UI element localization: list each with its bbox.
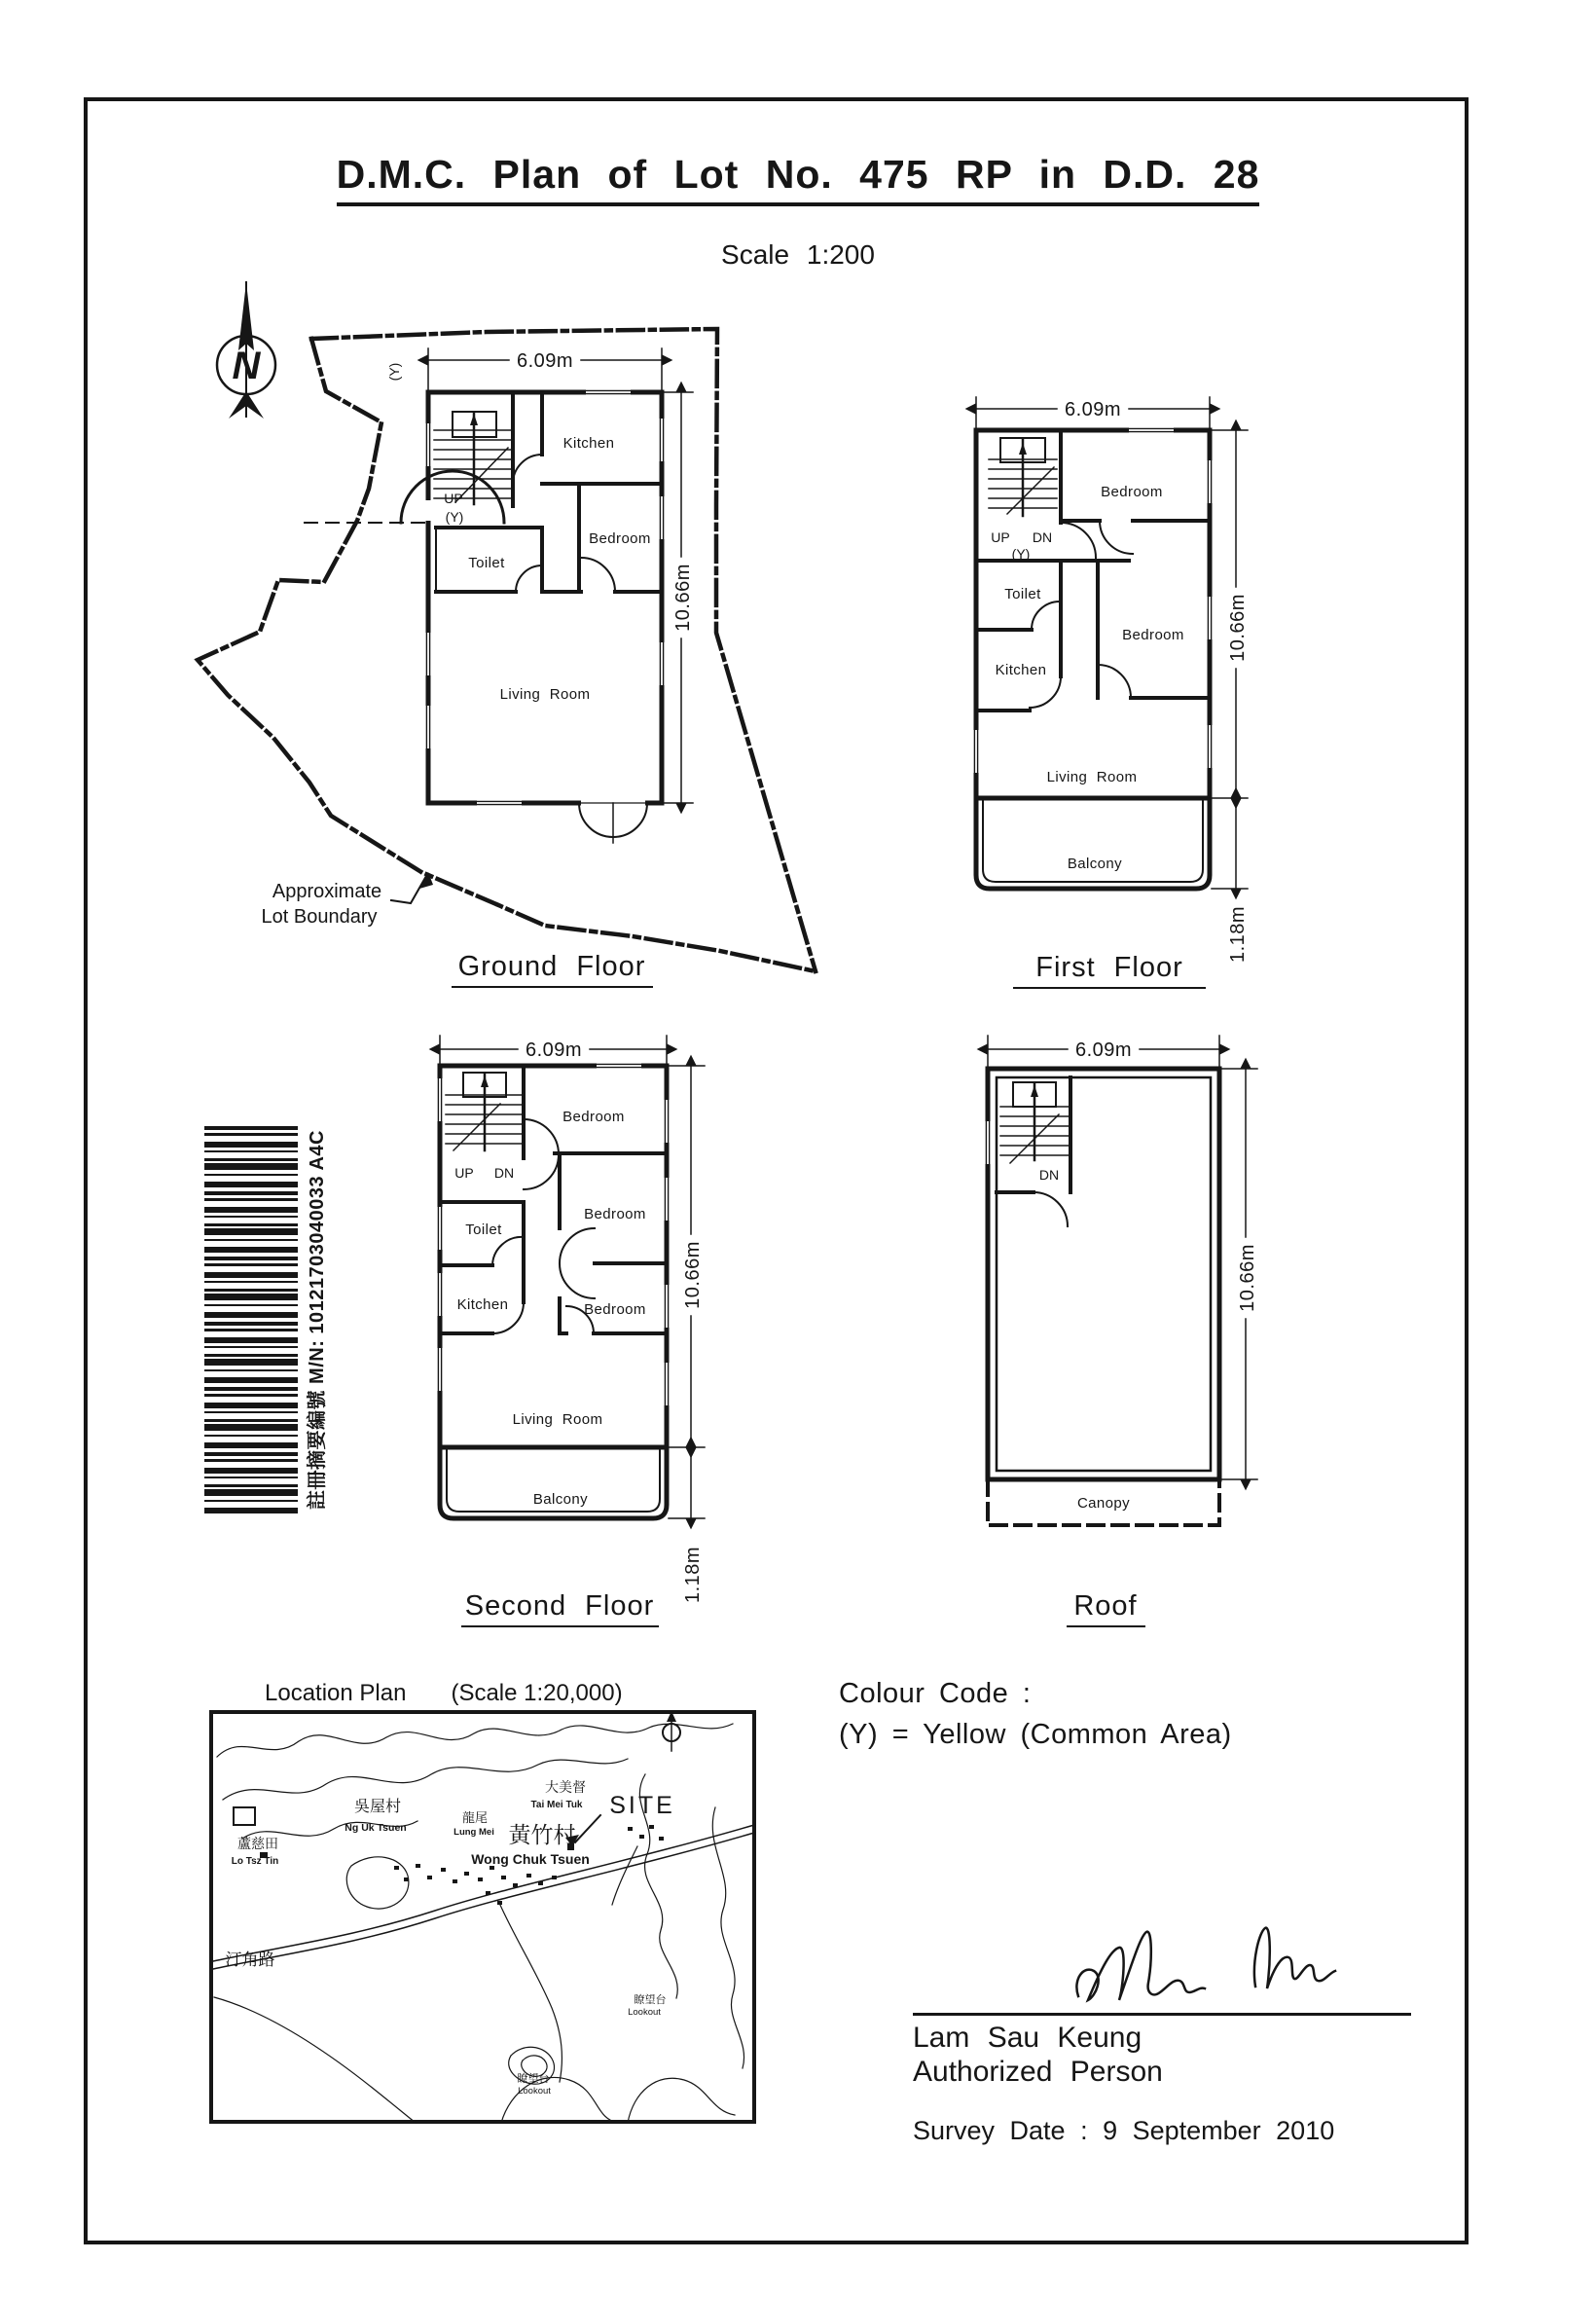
sf-dn-label: DN — [493, 1165, 515, 1181]
gf-dim-width: 6.09m — [516, 350, 574, 372]
sf-room-kitchen: Kitchen — [456, 1296, 509, 1313]
ff-room-bedroom2: Bedroom — [1122, 627, 1184, 643]
map-label-lookout2-en: Lookout — [518, 2086, 551, 2096]
second-floor-plan — [272, 1012, 740, 1645]
sf-balcony — [440, 1447, 667, 1518]
map-label-lung-mei-zh: 龍尾 — [461, 1810, 489, 1825]
map-label-ng-uk-tsuen-en: Ng Uk Tsuen — [345, 1822, 407, 1834]
ff-room-toilet: Toilet — [1004, 586, 1041, 602]
ff-room-balcony: Balcony — [1067, 856, 1123, 872]
sf-outline — [440, 1066, 667, 1447]
ff-dim-balcony: 1.18m — [1227, 905, 1249, 964]
boundary-callout — [262, 872, 433, 928]
sf-up-label: UP — [454, 1165, 474, 1181]
signer-role: Authorized Person — [913, 2056, 1163, 2088]
map-label-lo-tsz-tin-zh: 蘆慈田 — [237, 1836, 278, 1851]
roof-canopy — [988, 1479, 1219, 1525]
scale-note: Scale 1:200 — [721, 239, 875, 270]
location-plan-map — [209, 1710, 756, 2124]
lot-boundary — [198, 329, 816, 971]
north-compass-icon — [217, 282, 275, 419]
ff-y-mark: (Y) — [1011, 546, 1031, 562]
location-plan-scale: (Scale 1:20,000) — [451, 1680, 623, 1706]
sf-room-bedroom3: Bedroom — [584, 1301, 646, 1318]
ff-up-label: UP — [991, 529, 1010, 545]
y-mark-outside: (Y) — [386, 362, 402, 382]
map-label-tai-mei-tuk-zh: 大美督 — [545, 1779, 586, 1795]
ff-title: First Floor — [1035, 952, 1183, 983]
location-plan-title: Location Plan — [265, 1680, 407, 1706]
map-label-lookout1-en: Lookout — [628, 2007, 661, 2018]
roof-title: Roof — [1073, 1590, 1138, 1622]
sf-staircase — [446, 1066, 524, 1158]
gf-room-bedroom: Bedroom — [589, 530, 651, 547]
sf-room-toilet: Toilet — [465, 1221, 502, 1238]
ff-dn-label: DN — [1032, 529, 1053, 545]
gf-up-label: UP — [444, 491, 463, 506]
map-label-ting-kok-road: 汀角路 — [225, 1951, 275, 1969]
sf-room-bedroom1: Bedroom — [562, 1109, 625, 1125]
map-label-lo-tsz-tin-en: Lo Tsz Tin — [231, 1856, 279, 1867]
signer-name: Lam Sau Keung — [913, 2022, 1143, 2054]
compass-letter: N — [232, 345, 261, 387]
roof-canopy-label: Canopy — [1076, 1495, 1131, 1512]
map-contours — [214, 1724, 744, 2123]
ground-floor-plan — [146, 214, 827, 983]
ff-staircase — [989, 430, 1061, 523]
gf-windows — [426, 390, 663, 804]
sf-dim-balcony: 1.18m — [682, 1546, 704, 1604]
roof-dn-label: DN — [1038, 1167, 1060, 1183]
map-label-lookout1-zh: 瞭望台 — [634, 1994, 667, 2006]
gf-dim-height: 10.66m — [672, 564, 694, 632]
survey-date: Survey Date : 9 September 2010 — [913, 2116, 1335, 2145]
roof-dim-height: 10.66m — [1237, 1244, 1258, 1312]
map-label-lookout2-zh: 瞭望台 — [517, 2073, 550, 2085]
gf-double-door — [579, 803, 647, 843]
boundary-label-line1: Approximate — [272, 881, 382, 902]
gf-y-mark-stair: (Y) — [445, 509, 464, 525]
page-title — [0, 152, 1596, 198]
colour-code-entry: (Y) = Yellow (Common Area) — [839, 1719, 1232, 1750]
ff-outline — [976, 430, 1210, 798]
signature-line — [913, 2013, 1411, 2016]
gf-outline — [428, 392, 662, 803]
map-north-icon — [663, 1711, 680, 1751]
ff-dim-height: 10.66m — [1227, 594, 1249, 662]
gf-room-living: Living Room — [499, 686, 591, 703]
gf-title: Ground Floor — [457, 951, 646, 982]
barcode-text: 註冊摘要編號 M/N: 10121703040033 A4C — [307, 1130, 328, 1510]
map-label-lung-mei-en: Lung Mei — [453, 1827, 494, 1838]
barcode — [204, 1126, 298, 1515]
ff-dim-width: 6.09m — [1064, 399, 1122, 420]
ff-balcony — [976, 798, 1210, 889]
sf-room-bedroom2: Bedroom — [584, 1206, 646, 1222]
colour-code-heading: Colour Code : — [839, 1678, 1032, 1709]
roof-window — [986, 1121, 989, 1164]
ff-room-living: Living Room — [1046, 769, 1138, 785]
first-floor-plan — [925, 350, 1333, 993]
sf-dim-height: 10.66m — [682, 1241, 704, 1309]
map-label-tai-mei-tuk-en: Tai Mei Tuk — [530, 1800, 583, 1810]
roof-dim-width: 6.09m — [1074, 1039, 1133, 1061]
map-label-wong-chuk-tsuen-zh: 黃竹村 — [508, 1822, 576, 1847]
map-border — [211, 1712, 754, 2122]
sf-title: Second Floor — [464, 1590, 655, 1622]
location-plan-heading — [265, 1680, 623, 1707]
gf-room-kitchen: Kitchen — [562, 435, 615, 452]
map-label-wong-chuk-tsuen-en: Wong Chuk Tsuen — [471, 1851, 590, 1867]
roof-plan — [925, 1012, 1333, 1655]
boundary-label-line2: Lot Boundary — [261, 906, 378, 928]
gf-staircase — [434, 392, 513, 506]
ff-room-kitchen: Kitchen — [995, 662, 1047, 678]
gf-room-toilet: Toilet — [468, 555, 505, 571]
map-label-ng-uk-tsuen-zh: 吳屋村 — [353, 1799, 402, 1815]
map-buildings — [231, 1807, 664, 1905]
sf-dim-width: 6.09m — [525, 1039, 583, 1061]
ff-room-bedroom1: Bedroom — [1101, 484, 1163, 500]
gf-dimensions — [428, 348, 694, 803]
roof-outline — [988, 1069, 1219, 1479]
map-label-site: SITE — [609, 1792, 675, 1819]
sf-room-living: Living Room — [512, 1411, 603, 1428]
roof-staircase — [997, 1077, 1070, 1226]
page-title-text: D.M.C. Plan of Lot No. 475 RP in D.D. 28 — [337, 152, 1260, 206]
sf-room-balcony: Balcony — [532, 1491, 589, 1508]
signature — [1051, 1903, 1343, 2024]
